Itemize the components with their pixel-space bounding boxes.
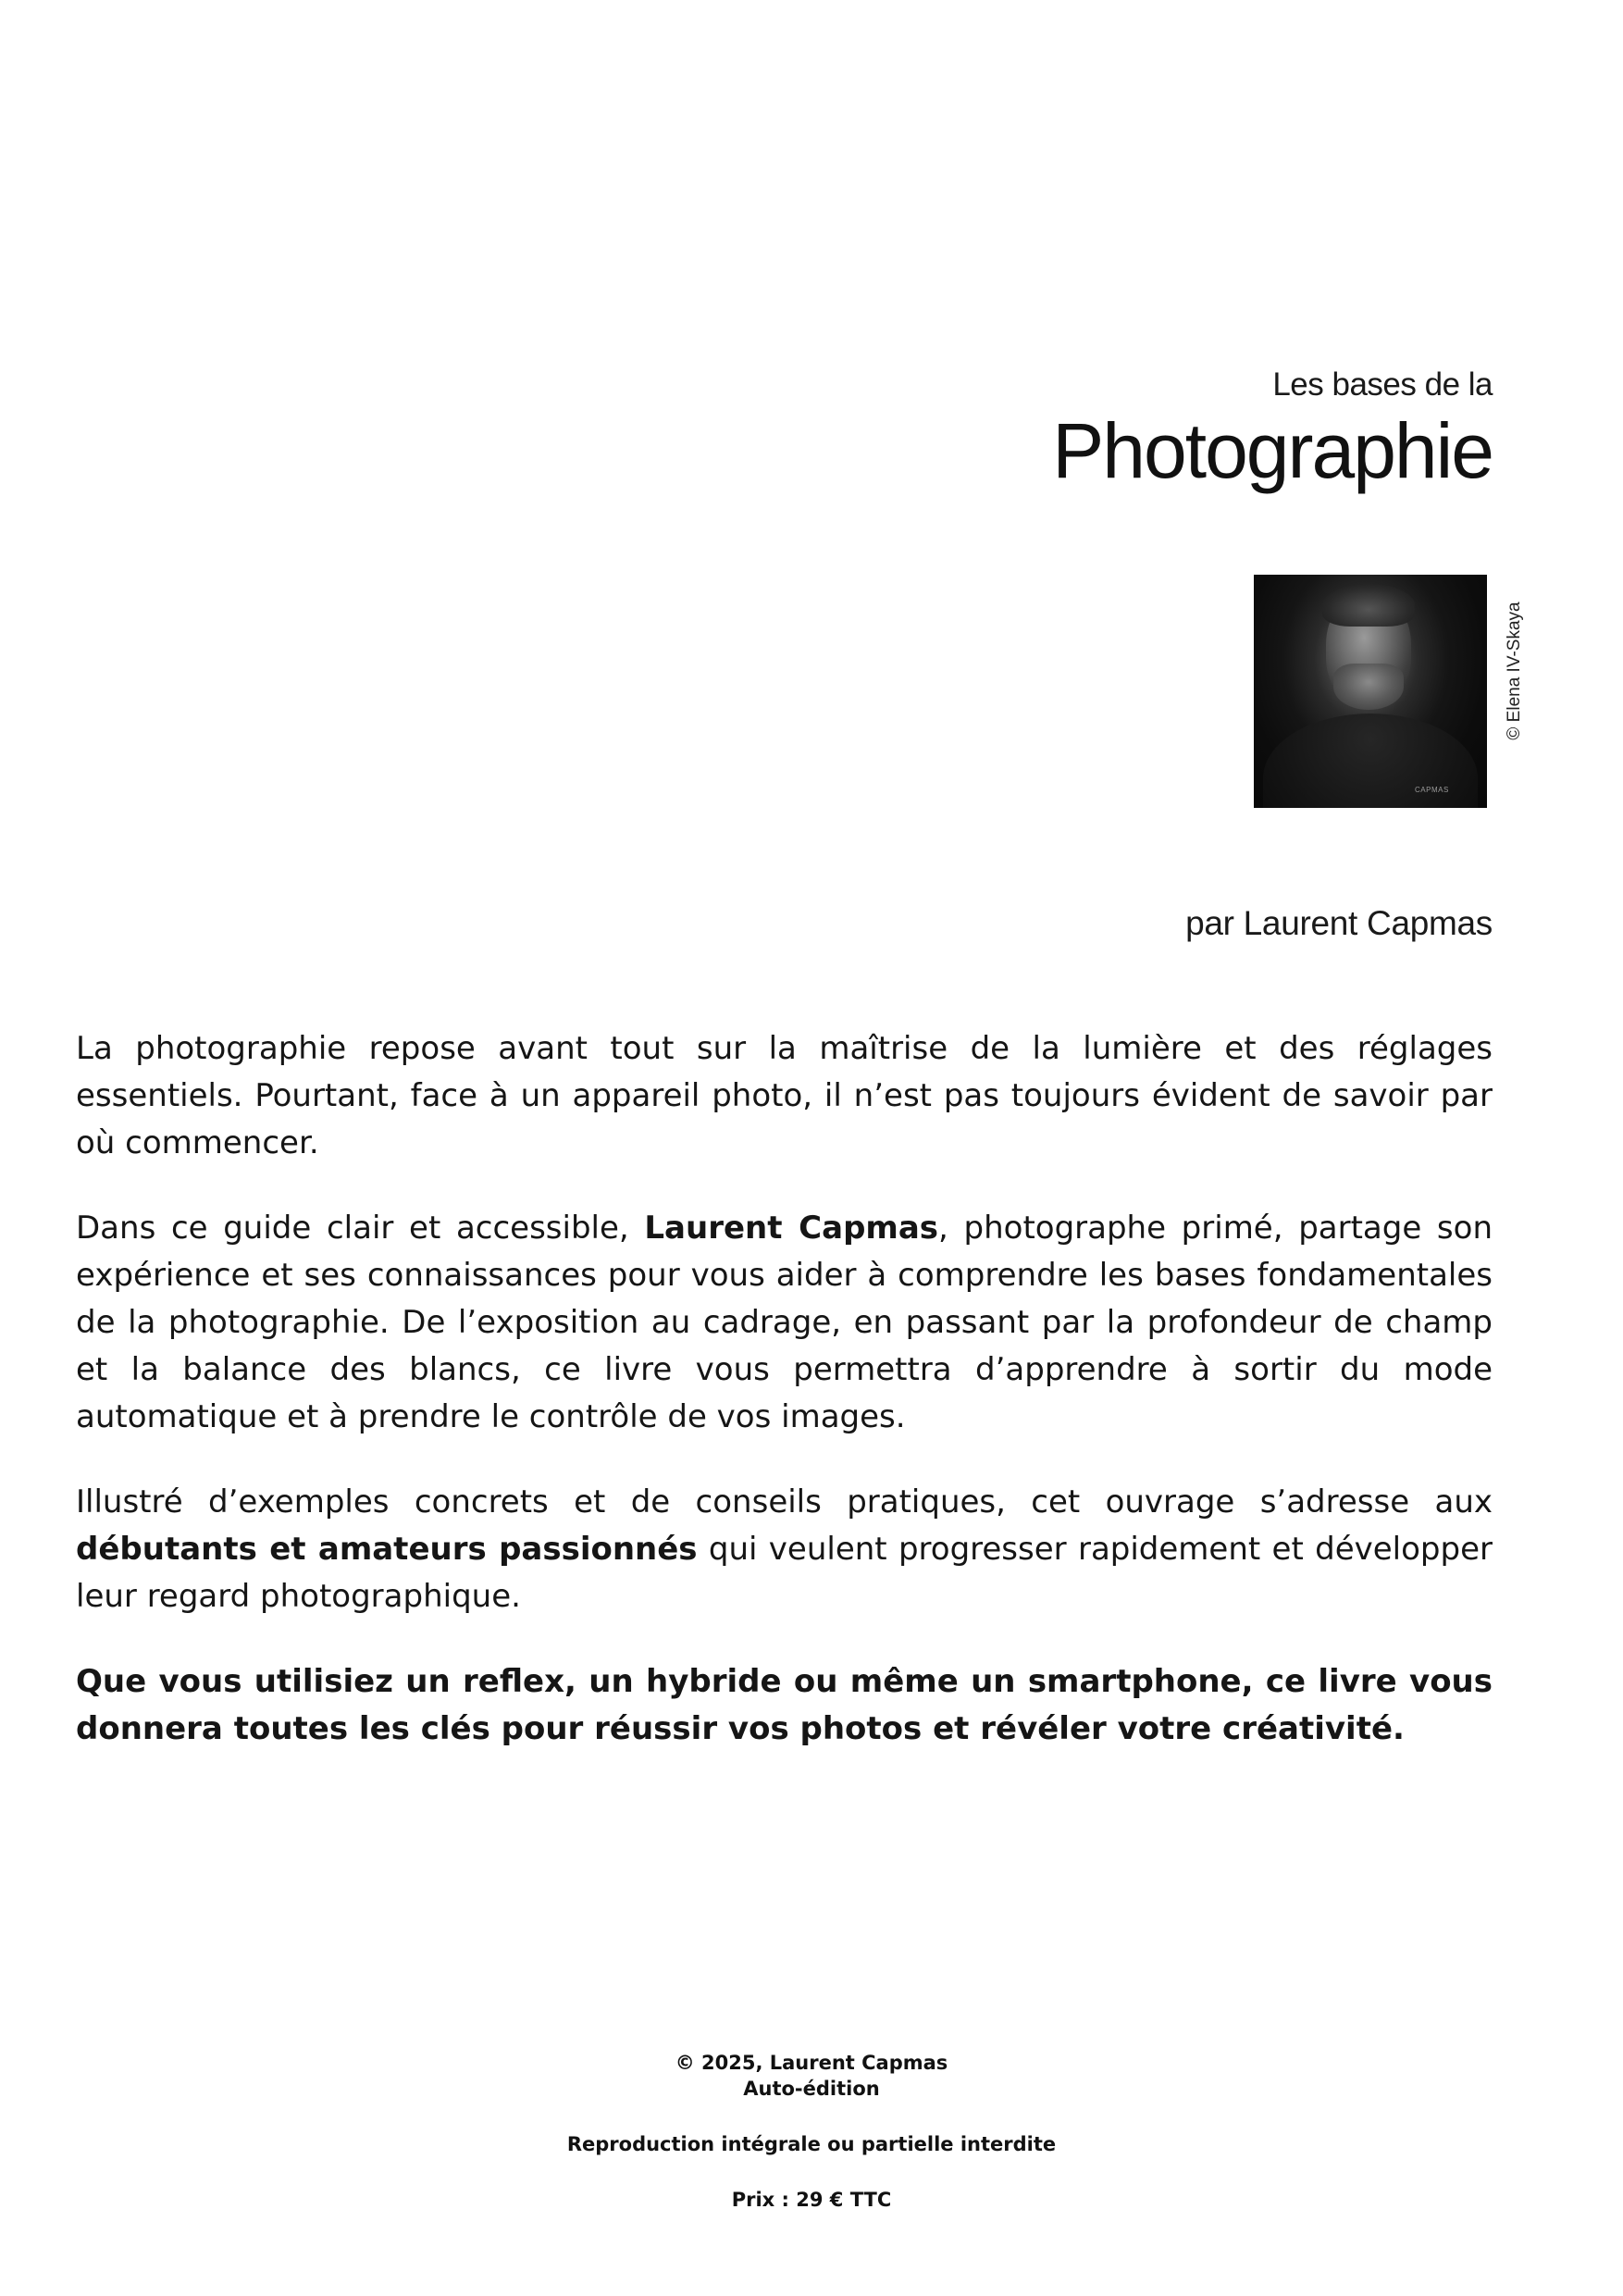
title-block: [1052, 366, 1493, 496]
paragraph-3-end: qui veulent progresser rapidement et développer leur regard photographique.: [76, 1531, 1493, 1615]
paragraph-1: La photographie repose avant tout sur la maîtrise de la lumière et des réglages essentiels. Pourtant, face à un appareil photo, il n’est pas toujours évident de savoir par où commencer.: [76, 1030, 1493, 1161]
paragraph-4: [76, 1658, 1493, 1753]
author-line: par Laurent Capmas: [1185, 904, 1493, 942]
portrait-beard: [1333, 664, 1404, 710]
paragraph-2: [76, 1205, 1493, 1441]
author-portrait: [1254, 575, 1487, 808]
author-name-bold: Laurent Capmas: [644, 1210, 939, 1247]
portrait-hair: [1322, 584, 1415, 627]
rights-line: Reproduction intégrale ou partielle interdite: [566, 2133, 1057, 2155]
paragraph-3-start: Illustré d’exemples concrets et de conseils pratiques, cet ouvrage s’adresse aux: [76, 1483, 1493, 1520]
book-subtitle: Les bases de la: [1272, 366, 1493, 403]
photo-credit: © Elena IV-Skaya: [1505, 602, 1524, 740]
edition-line: Auto-édition: [743, 2078, 880, 2100]
shirt-logo: CAPMAS: [1415, 786, 1449, 794]
book-title: Photographie: [1052, 407, 1493, 494]
closing-statement: Que vous utilisiez un reflex, un hybride ou même un smartphone, ce livre vous donnera toutes les clés pour réussir vos photos et révéler votre créativité.: [76, 1663, 1493, 1747]
description: [76, 1025, 1493, 1791]
audience-bold: débutants et amateurs passionnés: [76, 1531, 698, 1568]
price-line: Prix : 29 € TTC: [731, 2189, 892, 2211]
copyright-line: © 2025, Laurent Capmas: [675, 2052, 948, 2074]
paragraph-2-start: Dans ce guide clair et accessible,: [76, 1210, 645, 1247]
paragraph-2-end: , photographe primé, partage son expérience et ses connaissances pour vous aider à comprendre les bases fondamentales de la photographie. De l’exposition au cadrage, en passant par la profondeur de champ et la balance des blancs, ce livre vous permettra d’apprendre à sortir du mode automatique et à prendre le contrôle de vos images.: [76, 1210, 1493, 1435]
paragraph-3: [76, 1479, 1493, 1620]
